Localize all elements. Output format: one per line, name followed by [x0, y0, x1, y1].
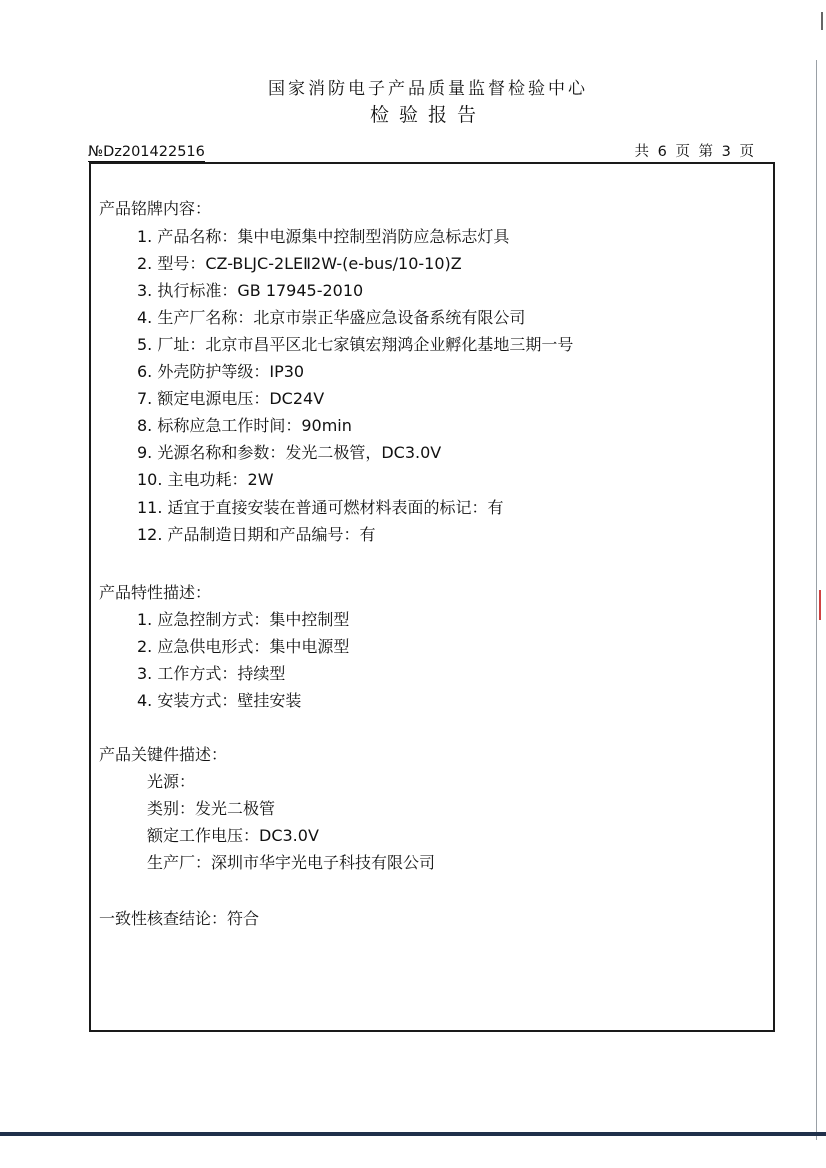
- characteristics-heading: 产品特性描述：: [99, 583, 212, 602]
- characteristics-item: 4. 安装方式：壁挂安装: [137, 691, 302, 710]
- nameplate-item: 9. 光源名称和参数：发光二极管，DC3.0V: [137, 443, 442, 462]
- document-title: 检验报告: [369, 104, 486, 126]
- characteristics-item: 1. 应急控制方式：集中控制型: [137, 610, 350, 629]
- key-component-item: 类别：发光二极管: [147, 799, 276, 818]
- organization-title: 国家消防电子产品质量监督检验中心: [268, 79, 588, 99]
- nameplate-item: 3. 执行标准：GB 17945-2010: [137, 281, 364, 300]
- nameplate-item: 12. 产品制造日期和产品编号：有: [137, 525, 376, 544]
- nameplate-item: 4. 生产厂名称：北京市崇正华盛应急设备系统有限公司: [137, 308, 526, 327]
- key-component-item: 光源：: [147, 772, 196, 791]
- nameplate-heading: 产品铭牌内容：: [99, 199, 212, 218]
- conformity-conclusion: 一致性核查结论：符合: [99, 909, 260, 928]
- nameplate-item: 2. 型号：CZ-BLJC-2LEⅡ2W-(e-bus/10-10)Z: [137, 254, 462, 273]
- key-components-heading: 产品关键件描述：: [99, 745, 228, 764]
- nameplate-item: 6. 外壳防护等级：IP30: [137, 362, 305, 381]
- nameplate-item: 8. 标称应急工作时间：90min: [137, 416, 352, 435]
- nameplate-item: 7. 额定电源电压：DC24V: [137, 389, 325, 408]
- nameplate-item: 11. 适宜于直接安装在普通可燃材料表面的标记：有: [137, 498, 504, 517]
- key-component-item: 额定工作电压：DC3.0V: [147, 826, 319, 845]
- nameplate-item: 5. 厂址：北京市昌平区北七家镇宏翔鸿企业孵化基地三期一号: [137, 335, 574, 354]
- characteristics-item: 2. 应急供电形式：集中电源型: [137, 637, 350, 656]
- scan-edge-mark: [819, 590, 821, 620]
- scan-edge-mark: [821, 12, 823, 30]
- report-number: №Dz201422516: [88, 144, 205, 160]
- characteristics-item: 3. 工作方式：持续型: [137, 664, 286, 683]
- key-component-item: 生产厂：深圳市华宇光电子科技有限公司: [147, 853, 436, 872]
- content-frame: [89, 162, 775, 1032]
- page-info: 共 6 页 第 3 页: [634, 144, 754, 160]
- scan-bottom-border: [0, 1132, 826, 1136]
- nameplate-item: 1. 产品名称：集中电源集中控制型消防应急标志灯具: [137, 227, 510, 246]
- scan-edge-line: [816, 60, 817, 1140]
- nameplate-item: 10. 主电功耗：2W: [137, 470, 274, 489]
